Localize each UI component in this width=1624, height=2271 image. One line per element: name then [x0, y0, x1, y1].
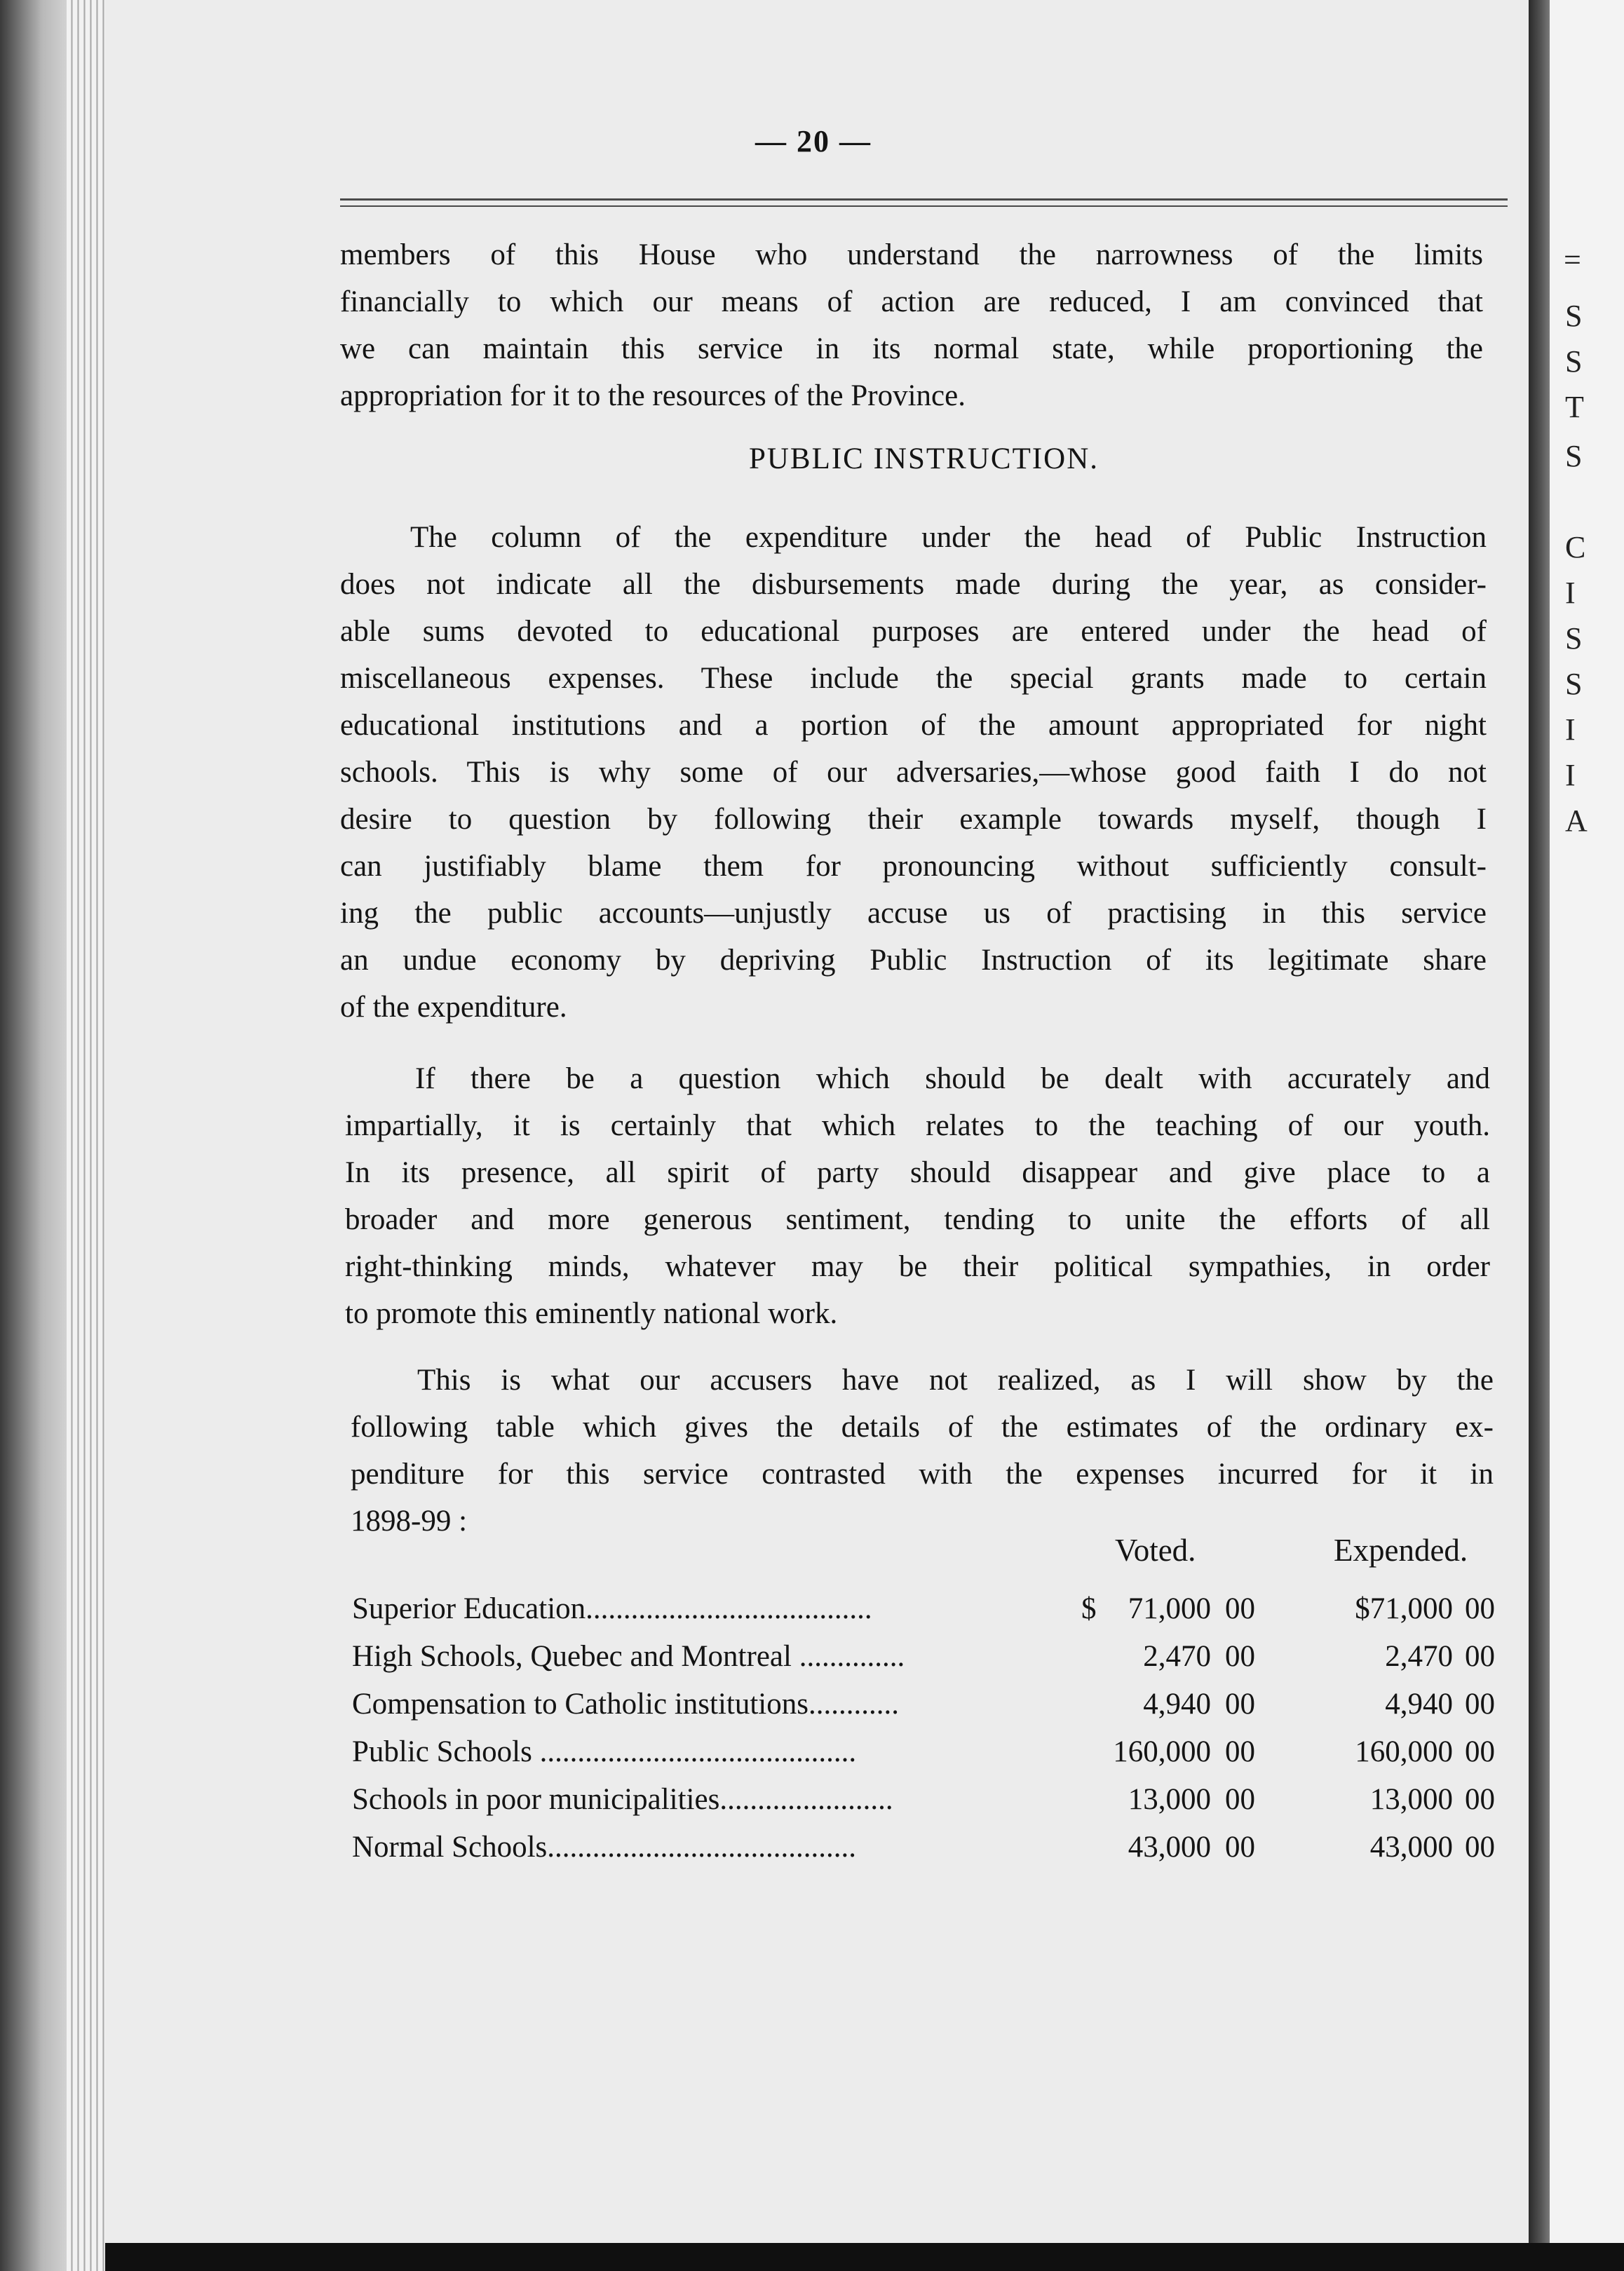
page-stack-edge: [67, 0, 109, 2271]
text-line: 1898-99 :: [351, 1505, 468, 1538]
header-rule-secondary: [340, 205, 1508, 207]
text-line: In its presence, all spirit of party should disappear and give place to a: [345, 1156, 1490, 1189]
text-line: following table which gives the details of the estimates of the ordinary ex-: [351, 1411, 1494, 1444]
expended-amount: 13,000: [1369, 1783, 1453, 1816]
intro-paragraph: [340, 231, 1483, 419]
row-label: Normal Schools.........................................: [352, 1831, 857, 1864]
text-line: does not indicate all the disbursements made during the year, as consider-: [340, 568, 1487, 601]
table-row: [352, 1830, 1495, 1878]
text-line: appropriation for it to the resources of the Province.: [340, 379, 966, 412]
text-line: able sums devoted to educational purposes are entered under the head of: [340, 615, 1487, 648]
expended-cents: 00: [1465, 1592, 1495, 1625]
book-spine: [1529, 0, 1550, 2271]
voted-amount: 43,000: [1128, 1831, 1211, 1864]
voted-cents: 00: [1225, 1783, 1255, 1816]
paragraph-public-instruction: [340, 514, 1487, 1031]
text-line: to promote this eminently national work.: [345, 1297, 838, 1330]
paragraph-impartiality: [345, 1055, 1490, 1337]
text-line: schools. This is why some of our adversaries,—whose good faith I do not: [340, 756, 1487, 789]
expended-cents: 00: [1465, 1831, 1495, 1864]
table-row: [352, 1782, 1495, 1830]
adjacent-page-fragment: S: [1565, 299, 1583, 333]
row-label: Compensation to Catholic institutions............: [352, 1688, 899, 1721]
text-line: desire to question by following their example towards myself, though I: [340, 803, 1487, 836]
adjacent-page-fragment: A: [1565, 804, 1588, 838]
adjacent-page-fragment: I: [1565, 758, 1576, 792]
table-row: [352, 1639, 1495, 1687]
adjacent-page-fragment: S: [1565, 439, 1583, 473]
section-heading: PUBLIC INSTRUCTION.: [748, 442, 1099, 475]
adjacent-page-fragment: S: [1565, 621, 1583, 656]
adjacent-page-fragment: S: [1565, 344, 1583, 379]
text-line: The column of the expenditure under the head of Public Instruction: [410, 521, 1487, 554]
voted-cents: 00: [1225, 1640, 1255, 1673]
expended-amount: $71,000: [1355, 1592, 1453, 1625]
voted-cents: 00: [1225, 1831, 1255, 1864]
voted-cents: 00: [1225, 1688, 1255, 1721]
text-line: of the expenditure.: [340, 991, 567, 1024]
text-line: broader and more generous sentiment, tending to unite the efforts of all: [345, 1203, 1490, 1236]
expended-amount: 2,470: [1385, 1640, 1453, 1673]
expended-cents: 00: [1465, 1640, 1495, 1673]
voted-amount: 2,470: [1143, 1640, 1211, 1673]
header-rule: [340, 198, 1508, 201]
adjacent-page-fragment: C: [1565, 530, 1586, 564]
text-line: members of this House who understand the narrowness of the limits: [340, 238, 1483, 271]
text-line: financially to which our means of action are reduced, I am convinced that: [340, 285, 1483, 318]
text-line: right-thinking minds, whatever may be their political sympathies, in order: [345, 1250, 1490, 1283]
paragraph-table-intro: [351, 1357, 1494, 1545]
voted-amount: 4,940: [1143, 1688, 1211, 1721]
text-line: This is what our accusers have not realized, as I will show by the: [417, 1364, 1494, 1397]
expended-amount: 4,940: [1385, 1688, 1453, 1721]
text-line: can justifiably blame them for pronouncing without sufficiently consult-: [340, 850, 1487, 883]
text-line: ing the public accounts—unjustly accuse us of practising in this service: [340, 897, 1487, 930]
text-line: penditure for this service contrasted with the expenses incurred for it in: [351, 1458, 1494, 1491]
adjacent-page-fragment: I: [1565, 712, 1576, 747]
bottom-edge: [105, 2243, 1624, 2271]
voted-amount: 71,000: [1128, 1592, 1211, 1625]
voted-amount: 13,000: [1128, 1783, 1211, 1816]
voted-cents: 00: [1225, 1592, 1255, 1625]
row-label: Public Schools ..........................................: [352, 1735, 857, 1768]
voted-amount: 160,000: [1113, 1735, 1211, 1768]
text-line: impartially, it is certainly that which relates to the teaching of our youth.: [345, 1109, 1490, 1142]
text-line: we can maintain this service in its normal state, while proportioning the: [340, 332, 1483, 365]
text-line: miscellaneous expenses. These include the special grants made to certain: [340, 662, 1487, 695]
currency-sign: $: [1081, 1592, 1097, 1625]
adjacent-page-fragment: S: [1565, 667, 1583, 701]
voted-cents: 00: [1225, 1735, 1255, 1768]
expended-cents: 00: [1465, 1735, 1495, 1768]
table-row: [352, 1687, 1495, 1735]
expended-amount: 160,000: [1355, 1735, 1453, 1768]
page-number: — 20 —: [755, 124, 872, 158]
adjacent-page-fragment: I: [1565, 576, 1576, 610]
row-label: High Schools, Quebec and Montreal ..............: [352, 1640, 905, 1673]
row-label: Schools in poor municipalities.......................: [352, 1783, 893, 1816]
column-header-voted: Voted.: [1115, 1533, 1196, 1568]
column-header-expended: Expended.: [1334, 1533, 1468, 1568]
text-line: If there be a question which should be dealt with accurately and: [415, 1062, 1490, 1095]
expended-cents: 00: [1465, 1783, 1495, 1816]
adjacent-page: [1550, 0, 1624, 2271]
adjacent-page-fragment: T: [1565, 390, 1584, 424]
adjacent-page-fragment: =: [1564, 243, 1581, 277]
table-row: [352, 1735, 1495, 1782]
expended-amount: 43,000: [1369, 1831, 1453, 1864]
text-line: educational institutions and a portion of the amount appropriated for night: [340, 709, 1487, 742]
row-label: Superior Education......................................: [352, 1592, 872, 1625]
table-row: [352, 1592, 1495, 1639]
text-line: an undue economy by depriving Public Instruction of its legitimate share: [340, 944, 1487, 977]
expended-cents: 00: [1465, 1688, 1495, 1721]
